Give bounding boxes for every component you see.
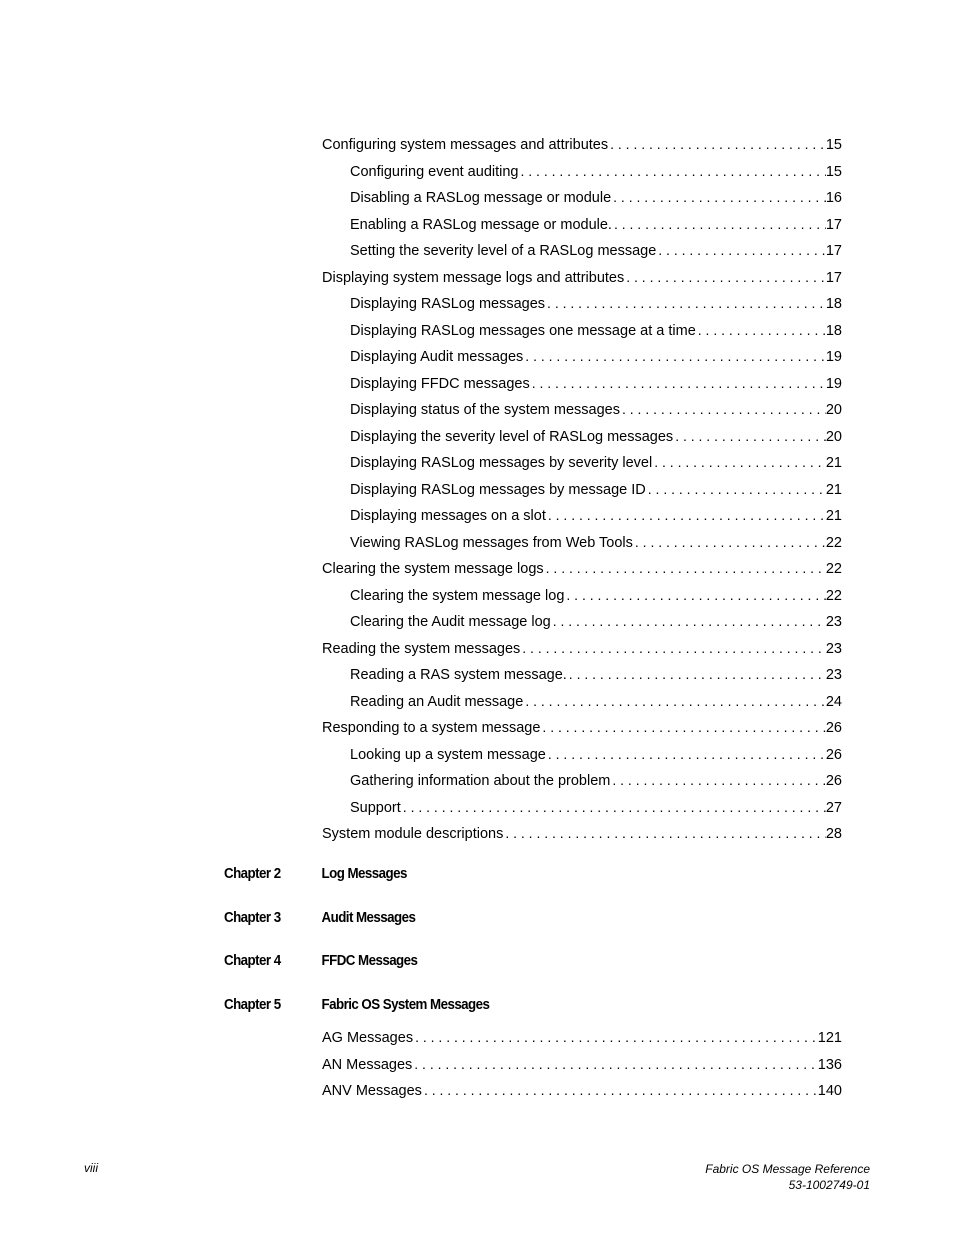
toc-entry-page: 140 [817,1083,842,1099]
leader-dots [503,823,826,843]
chapter-heading[interactable] [224,953,417,969]
toc-entry-page: 15 [825,164,842,180]
chapter-title: Audit Messages [321,910,416,926]
toc-entry-page: 18 [825,296,842,312]
leader-dots [633,532,826,552]
toc-entry-label: Gathering information about the problem [350,773,611,789]
toc-entry-label: Viewing RASLog messages from Web Tools [350,535,633,551]
toc-entry-label: Setting the severity level of a RASLog message [350,243,657,259]
toc-entry-label: Displaying RASLog messages by severity level [350,455,653,471]
chapter-number: Chapter 2 [224,866,281,882]
leader-dots [422,1080,818,1100]
leader-dots [610,770,826,790]
chapter-number: Chapter 5 [224,997,281,1013]
leader-dots [611,187,826,207]
toc-entry-page: 21 [825,455,842,471]
leader-dots [612,214,826,234]
toc-entry-label: Enabling a RASLog message or module. [350,217,612,233]
toc-entry[interactable] [350,611,842,631]
toc-entry-label: Clearing the system message log [350,588,565,604]
toc-entry[interactable] [350,320,842,340]
toc-entry-label: Displaying status of the system messages [350,402,620,418]
leader-dots [624,267,826,287]
leader-dots [546,505,826,525]
leader-dots [523,691,826,711]
toc-entry-page: 15 [825,137,842,153]
toc-entry-page: 20 [825,402,842,418]
leader-dots [523,346,826,366]
chapter-title: Log Messages [321,866,407,882]
toc-entry-page: 21 [825,482,842,498]
leader-dots [544,558,826,578]
toc-entry-label: Configuring system messages and attributes [322,137,609,153]
leader-dots [520,638,826,658]
toc-entry-label: Support [350,800,401,816]
leader-dots [518,161,825,181]
chapter-title: FFDC Messages [321,953,418,969]
toc-entry[interactable] [350,161,842,181]
toc-entry[interactable] [322,267,842,287]
toc-entry-page: 19 [825,349,842,365]
toc-entry-label: Displaying the severity level of RASLog messages [350,429,674,445]
toc-entry-page: 17 [825,243,842,259]
footer-doc-number: 53-1002749-01 [788,1178,870,1192]
toc-entry-page: 28 [825,826,842,842]
toc-entry[interactable] [350,691,842,711]
leader-dots [696,320,826,340]
footer-doc-info [705,1161,870,1193]
toc-entry-label: System module descriptions [322,826,504,842]
toc-entry-label: Displaying RASLog messages by message ID [350,482,646,498]
footer-page-number: viii [84,1161,98,1175]
leader-dots [673,426,826,446]
toc-entry-page: 16 [825,190,842,206]
toc-entry[interactable] [350,240,842,260]
leader-dots [620,399,826,419]
footer-doc-title: Fabric OS Message Reference [705,1162,870,1176]
toc-entry-label: Displaying system message logs and attributes [322,270,625,286]
toc-entry-page: 18 [825,323,842,339]
toc-entry-page: 23 [825,641,842,657]
toc-entry-page: 24 [825,694,842,710]
toc-entry-page: 22 [825,588,842,604]
leader-dots [608,134,826,154]
leader-dots [413,1027,818,1047]
toc-entry-page: 26 [825,747,842,763]
toc-entry-page: 20 [825,429,842,445]
toc-entry-label: AG Messages [322,1030,414,1046]
toc-entry[interactable] [350,373,842,393]
chapter-title: Fabric OS System Messages [321,997,490,1013]
toc-entry-page: 23 [825,667,842,683]
chapter-heading[interactable] [224,910,415,926]
leader-dots [530,373,826,393]
toc-entry-label: Reading an Audit message [350,694,524,710]
toc-entry-page: 23 [825,614,842,630]
toc-entry[interactable] [322,823,842,843]
toc-entry-label: Reading the system messages [322,641,521,657]
toc-entry[interactable] [350,293,842,313]
toc-entry[interactable] [350,452,842,472]
toc-entry-label: Responding to a system message [322,720,541,736]
toc-entry-label: Clearing the system message logs [322,561,544,577]
toc-entry-label: ANV Messages [322,1083,422,1099]
toc-entry-page: 22 [825,561,842,577]
chapter-heading[interactable] [224,866,407,882]
toc-entry[interactable] [350,770,842,790]
toc-entry[interactable] [322,1080,842,1100]
chapter-heading[interactable] [224,997,489,1013]
toc-entry-label: Looking up a system message [350,747,546,763]
toc-entry-label: Displaying RASLog messages one message at a time [350,323,696,339]
toc-entry[interactable] [322,558,842,578]
leader-dots [564,585,825,605]
toc-entry[interactable] [350,399,842,419]
leader-dots [540,717,825,737]
toc-entry[interactable] [350,797,842,817]
toc-entry[interactable] [322,1054,842,1074]
toc-entry-page: 21 [825,508,842,524]
chapter-number: Chapter 3 [224,910,281,926]
toc-entry[interactable] [350,532,842,552]
toc-entry-page: 136 [817,1057,842,1073]
leader-dots [652,452,826,472]
toc-entry-page: 22 [825,535,842,551]
toc-entry-page: 17 [825,270,842,286]
toc-entry[interactable] [322,638,842,658]
toc-entry-label: Displaying RASLog messages [350,296,546,312]
toc-entry-label: Displaying messages on a slot [350,508,546,524]
toc-entry[interactable] [322,717,842,737]
toc-entry[interactable] [350,664,842,684]
leader-dots [545,293,826,313]
toc-entry[interactable] [350,187,842,207]
toc-entry[interactable] [350,479,842,499]
leader-dots [551,611,826,631]
toc-entry-label: AN Messages [322,1057,413,1073]
toc-entry[interactable] [350,426,842,446]
toc-entry-label: Configuring event auditing [350,164,519,180]
leader-dots [546,744,826,764]
leader-dots [412,1054,818,1074]
leader-dots [401,797,826,817]
toc-entry-label: Disabling a RASLog message or module [350,190,612,206]
toc-entry-label: Displaying Audit messages [350,349,524,365]
toc-entry-page: 19 [825,376,842,392]
toc-entry[interactable] [350,214,842,234]
toc-entry[interactable] [350,346,842,366]
leader-dots [646,479,826,499]
toc-entry-page: 17 [825,217,842,233]
toc-entry[interactable] [350,585,842,605]
leader-dots [567,664,826,684]
toc-entry[interactable] [322,134,842,154]
toc-entry[interactable] [350,744,842,764]
toc-entry-page: 26 [825,720,842,736]
toc-entry-label: Reading a RAS system message. [350,667,567,683]
toc-entry-page: 27 [825,800,842,816]
chapter-number: Chapter 4 [224,953,281,969]
toc-entry-page: 121 [817,1030,842,1046]
toc-entry-label: Clearing the Audit message log [350,614,551,630]
toc-entry-page: 26 [825,773,842,789]
toc-entry[interactable] [322,1027,842,1047]
toc-entry-label: Displaying FFDC messages [350,376,530,392]
toc-entry[interactable] [350,505,842,525]
leader-dots [656,240,826,260]
